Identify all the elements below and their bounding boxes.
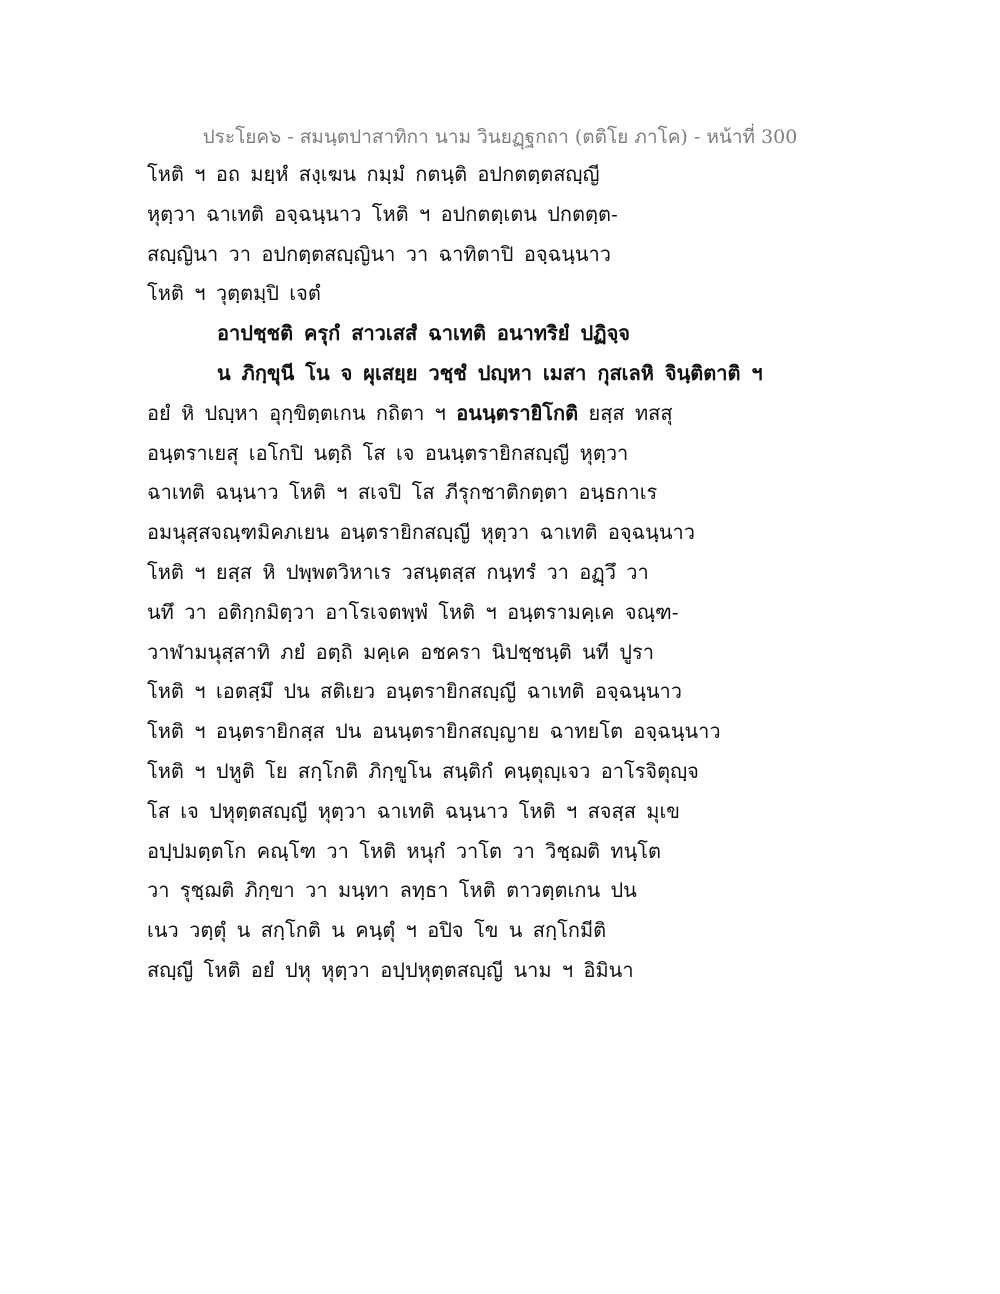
running-head: ประโยค๖ - สมนฺตปาสาทิกา นาม วินยฏฺฐกถา (ตติโย ภาโค) - หน้าที่ 300 [202,126,798,148]
bold-term: อนนฺตรายิโกติ [456,400,579,425]
text-line: เนว วตฺตุํ น สกฺโกติ น คนฺตุํ ฯ อปิจ โข น สกฺโกมีติ [147,918,607,943]
text-line: โหติ ฯ อถ มยฺหํ สงฺเฆน กมฺมํ กตนฺติ อปกตตฺตสญฺญี [147,162,600,186]
text-line: โส เจ ปหุตฺตสญฺญี หุตฺวา ฉาเทติ ฉนฺนาว โหติ ฯ สจสฺส มุเข [147,798,680,823]
text-line: โหติ ฯ วุตฺตมฺปิ เจตํ [147,281,321,306]
text-line: ฉาเทติ ฉนฺนาว โหติ ฯ สเจปิ โส ภีรุกชาติกตฺตา อนฺธกาเร [147,480,658,505]
text-line: วา รุชฺฌติ ภิกฺขา วา มนฺทา ลทฺธา โหติ ตาวตฺตเกน ปน [147,878,637,903]
text-line: สญฺญินา วา อปกตฺตสญฺญินา วา ฉาทิตาปิ อจฺฉนฺนาว [147,241,611,266]
text-line: สญฺญี โหติ อยํ ปหุ หุตฺวา อปฺปหุตฺตสญฺญี นาม ฯ อิมินา [147,957,634,982]
body-text [147,155,763,991]
text-line: นทึ วา อติกฺกมิตฺวา อาโรเจตพฺพํ โหติ ฯ อนฺตรามคฺเค จณฺฑ- [147,599,679,624]
text-line: โหติ ฯ ปหูติ โย สกฺโกติ ภิกฺขูโน สนฺติกํ คนฺตุญฺเจว อาโรจิตุญฺจ [147,758,699,783]
text-segment: อยํ หิ ปญฺหา อุกฺขิตฺตเกน กถิตา ฯ [147,400,457,425]
text-line: โหติ ฯ อนฺตรายิกสฺส ปน อนนฺตรายิกสญฺญาย ฉาทยโต อจฺฉนฺนาว [147,719,721,744]
text-line: หุตฺวา ฉาเทติ อจฺฉนฺนาว โหติ ฯ อปกตตฺเตน ปกตตฺต- [147,201,618,226]
text-line: โหติ ฯ เอตสฺมึ ปน สติเยว อนฺตรายิกสญฺญี ฉาเทติ อจฺฉนฺนาว [147,679,683,704]
verse-line: อาปชฺชติ ครุกํ สาวเสสํ ฉาเทติ อนาทริยํ ปฏิจฺจ [217,321,631,346]
verse-line: น ภิกฺขุนี โน จ ผุเสยฺย วชฺชํ ปญฺหา เมสา กุสเลหิ จินฺติตาติ ฯ [217,360,763,385]
text-line: อปฺปมตฺตโก คณฺโฑ วา โหติ หนุกํ วาโต วา วิชฺฌติ ทนฺโต [147,838,662,863]
text-line: โหติ ฯ ยสฺส หิ ปพฺพตวิหาเร วสนฺตสฺส กนฺทรํ วา อฏฺวึ วา [147,559,649,584]
text-segment: ยสฺส ทสสุ [578,400,673,425]
text-line [147,394,707,434]
text-line: อนฺตราเยสุ เอโกปิ นตฺถิ โส เจ อนนฺตรายิกสญฺญี หุตฺวา [147,440,629,465]
text-line: วาฬามนุสฺสาทิ ภยํ อตฺถิ มคฺเค อชครา นิปชฺชนฺติ นที ปูรา [147,639,654,664]
text-line: อมนุสฺสจณฺฑมิคภเยน อนฺตรายิกสญฺญี หุตฺวา ฉาเทติ อจฺฉนฺนาว [147,520,695,545]
